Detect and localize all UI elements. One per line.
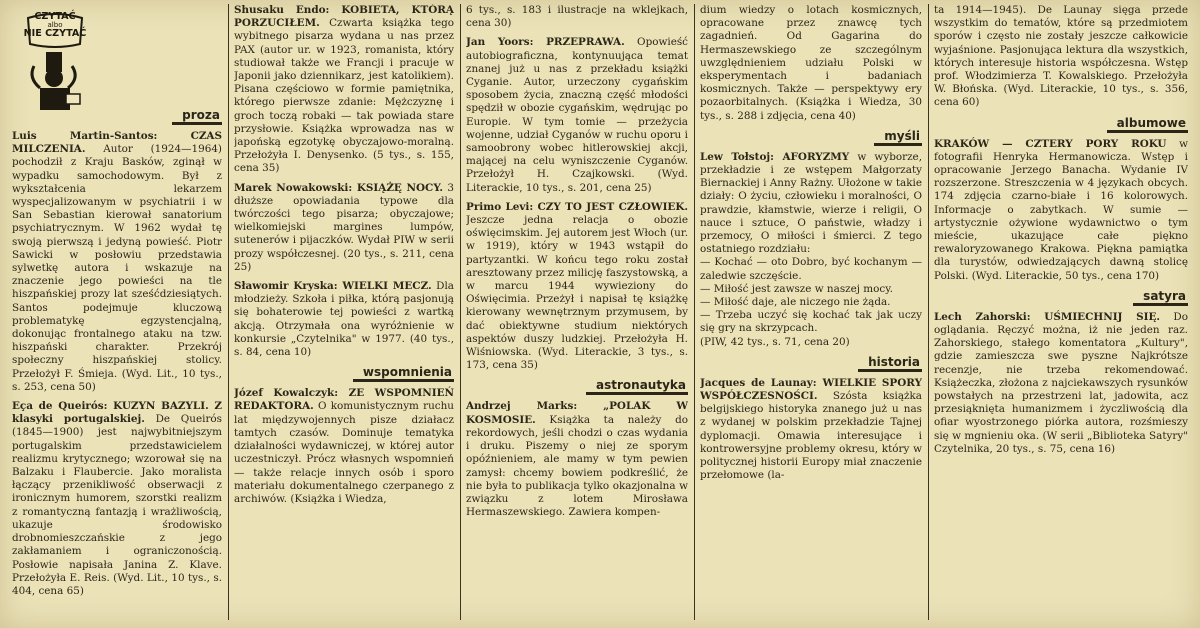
column-divider: [228, 4, 229, 620]
entry-kryska: Sławomir Kryska: WIELKI MECZ. Dla młodzieży. Szkoła i piłka, którą pasjonują się bohaterowie tej powieści z wartką akcją. Otrzymała ona wyróżnienie w konkursie „Czytelnika" w 1977. (40 tys., s. 84, cena 10): [234, 280, 454, 359]
entry-queiros: Eça de Queirós: KUZYN BAZYLI. Z klasyki portugalskiej. De Queirós (1845—1900) jest najwybitniejszym portugalskim przedstawicielem realizmu krytycznego; wzorował się na Balzaku i Flaubercie. Jako moralista łączący przenikliwość obserwacji z ironicznym humorem, szorstki realizm z romantyczną fantazją i wrażliwością, ukazuje środowisko drobnomieszczańskie z jego zakłamaniem i ograniczonością. Posłowie napisała Janina Z. Klave. Przełożyła E. Reis. (Wyd. Lit., 10 tys., s. 404, cena 65): [12, 400, 222, 597]
section-heading-albumowe: albumowe: [934, 116, 1188, 133]
entry-marks: Andrzej Marks: „POLAK W KOSMOSIE. Książka ta należy do rekordowych, jeśli chodzi o czas wydania i druku. Piszemy o niej ze sporym opóźnieniem, ale mamy w tym pewien zamysł: chcemy bowiem podkreślić, że nie była to publikacja tylko okazjonalna w związku z lotem Mirosława Hermaszewskiego. Zawiera kompen-: [466, 400, 688, 519]
column-divider: [928, 4, 929, 620]
entry-kowalczyk-continued: 6 tys., s. 183 i ilustracje na wklejkach, cena 30): [466, 4, 688, 30]
section-heading-proza: proza: [12, 108, 222, 125]
entry-de-launay-continued: ta 1914—1945). De Launay sięga przede wszystkim do tematów, które są przedmiotem sporów i często nie zostały jeszcze całkowicie wyjaśnione. Pasjonująca lektura dla wszystkich, których interesuje historia współczesna. Wstęp prof. Włodzimierza T. Kowalskiego. Przełożyła W. Błońska. (Wyd. Literackie, 10 tys., s. 356, cena 60): [934, 4, 1188, 109]
logo-text: CZYTAĆ albo NIE CZYTAĆ: [23, 11, 87, 40]
entry-krakow: KRAKÓW — CZTERY PORY ROKU w fotografii Henryka Hermanowicza. Wstęp i opracowanie Jerzego Banacha. Wydanie IV rozszerzone. Streszczenia w 4 językach obcych. 174 zdjęcia czarno-białe i 16 kolorowych. Informacje o zabytkach. W sumie — artystycznie ożywione wydawnictwo o tym mieście, ukazujące całe piękno rewaloryzowanego Krakowa. Piękna pamiątka dla turystów, odwiedzających dawną stolicę Polski. (Wyd. Literackie, 50 tys., cena 170): [934, 137, 1188, 282]
entry-nowakowski: Marek Nowakowski: KSIĄŻĘ NOCY. 3 dłuższe opowiadania typowe dla twórczości tego pisarza; obyczajowe; wielkomiejski margines lumpów, sutenerów i pijaczków. Wydał PIW w serii prozy współczesnej. (20 tys., s. 211, cena 25): [234, 181, 454, 273]
column-divider: [694, 4, 695, 620]
column-4: [700, 4, 922, 624]
column-5: [934, 4, 1188, 624]
entry-yoors: Jan Yoors: PRZEPRAWA. Opowieść autobiograficzna, kontynuująca temat znanej już u nas z przekładu książki Cyganie. Autor, urzeczony cygańskim sposobem życia, znaczną część młodości spędził w obozie cygańskim, wędrując po Europie. W tym tomie — przeżycia wojenne, udział Cyganów w ruchu oporu i samoobrony wobec hitlerowskiej akcji, mającej na celu wyniszczenie Cyganów. Przełożył H. Czajkowski. (Wyd. Literackie, 10 tys., s. 201, cena 25): [466, 36, 688, 194]
section-heading-wspomnienia: wspomnienia: [234, 365, 454, 382]
section-heading-satyra: satyra: [934, 289, 1188, 306]
column-3: [466, 4, 688, 624]
entry-de-launay: Jacques de Launay: WIELKIE SPORY WSPÓŁCZESNOŚCI. Szósta książka belgijskiego historyka znanego już u nas z wydanej w polskim przekładzie Tajnej dyplomacji. Omawia interesujące i kontrowersyjne problemy okresu, który w politycznej historii Europy miał znaczenie przełomowe (la-: [700, 376, 922, 482]
entry-martin-santos: Luis Martin-Santos: CZAS MILCZENIA. Autor (1924—1964) pochodził z Kraju Basków, zginął w wypadku samochodowym. Był z wykształcenia lekarzem wyspecjalizowanym w psychiatrii i w San Sebastian kierował sanatorium psychiatrycznym. W 1962 wydał tę swoją pierwszą i jedyną powieść. Piotr Sawicki w posłowiu przedstawia sylwetkę autora i wskazuje na znaczenie jego powieści na tle hiszpańskiej prozy lat sześćdziesiątych. Santos podejmuje kluczową problematykę egzystencjalną, dokonując frontalnego ataku na tzw. hiszpański charakter. Przekrój społeczny hiszpańskiej stolicy. Przełożył F. Śmieja. (Wyd. Lit., 10 tys., s. 253, cena 50): [12, 130, 222, 393]
entry-tolstoj: Lew Tołstoj: AFORYZMY w wyborze, przekładzie i ze wstępem Małgorzaty Biernackiej i Anny Rażny. Ułożone w takie działy: O życiu, człowieku i moralności, O prawdzie, kłamstwie, wierze i religii, O nauce i sztuce, O państwie, władzy i przemocy, O miłości i śmierci. Z tego ostatniego rozdziału: — Kochać — oto Dobro, być kochanym — zaledwie szczęście. — Miłość jest zawsze w naszej mocy. — Miłość daje, ale niczego nie żąda. — Trzeba uczyć się kochać tak jak uczy się gry na skrzypcach. (PIW, 42 tys., s. 71, cena 20): [700, 150, 922, 348]
entry-kowalczyk: Józef Kowalczyk: ZE WSPOMNIEŃ REDAKTORA. O komunistycznym ruchu lat międzywojennych pisze działacz tamtych czasów. Dominuje tematyka działalności wydawniczej, w której autor uczestniczył. Prócz własnych wspomnień — także relacje innych osób i sporo materiału dokumentalnego czerpanego z archiwów. (Książka i Wiedza,: [234, 387, 454, 505]
section-heading-historia: historia: [700, 355, 922, 372]
entry-levi: Primo Levi: CZY TO JEST CZŁOWIEK. Jeszcze jedna relacja o obozie oświęcimskim. Jej autorem jest Włoch (ur. w 1919), który w 1943 wstąpił do partyzantki. W końcu tego roku został aresztowany przez milicję faszystowską, a w marcu 1944 wywieziony do Oświęcimia. Przeżył i napisał tę książkę kierowany wewnętrznym przymusem, by dać obiektywne studium niektórych aspektów duszy ludzkiej. Przełożyła H. Wiśniowska. (Wyd. Literackie, 3 tys., s. 173, cena 35): [466, 200, 688, 372]
section-heading-mysli: myśli: [700, 129, 922, 146]
column-2: [234, 4, 454, 624]
column-1: [12, 104, 222, 620]
section-heading-astronautyka: astronautyka: [466, 378, 688, 395]
entry-endo: Shusaku Endo: KOBIETA, KTÓRĄ PORZUCIŁEM. Czwarta książka tego wybitnego pisarza wydana u nas przez PAX (autor ur. w 1923, romanista, który studiował także we Francji i pracuje w Japonii jako dziennikarz, jest katolikiem). Pisana częściowo w formie pamiętnika, którego pierwsze zdanie: Mężczyznę i groch toczą robaki — tak powiada stare przysłowie. Książka wprowadza nas w japońską egzotykę obyczajowo-moralną. Przełożyła I. Denysenko. (5 tys., s. 155, cena 35): [234, 4, 454, 175]
column-divider: [460, 4, 461, 620]
entry-zahorski: Lech Zahorski: UŚMIECHNIJ SIĘ. Do oglądania. Ręczyć można, iż nie jeden raz. Zahorskiego, stałego komentatora „Kultury", gdzie zamieszcza swe pyszne Najkrótsze recenzje, nie trzeba rekomendować. Książeczka, złożona z najciekawszych rysunków powstałych na przestrzeni lat, jadowita, acz przesiąknięta humanizmem i życzliwością dla ofiar wyostrzonego piórka autora, rozśmieszy się w mgnieniu oka. (W serii „Biblioteka Satyry" Czytelnika, 20 tys., s. 75, cena 16): [934, 310, 1188, 455]
entry-marks-continued: dium wiedzy o lotach kosmicznych, opracowane przez znawcę tych zagadnień. Od Gagarina do Hermaszewskiego ze szczególnym uwzględnieniem udziału Polski w eksperymentach i badaniach kosmicznych. Także — perspektywy ery pozaorbitalnych. (Książka i Wiedza, 30 tys., s. 288 i zdjęcia, cena 40): [700, 4, 922, 122]
